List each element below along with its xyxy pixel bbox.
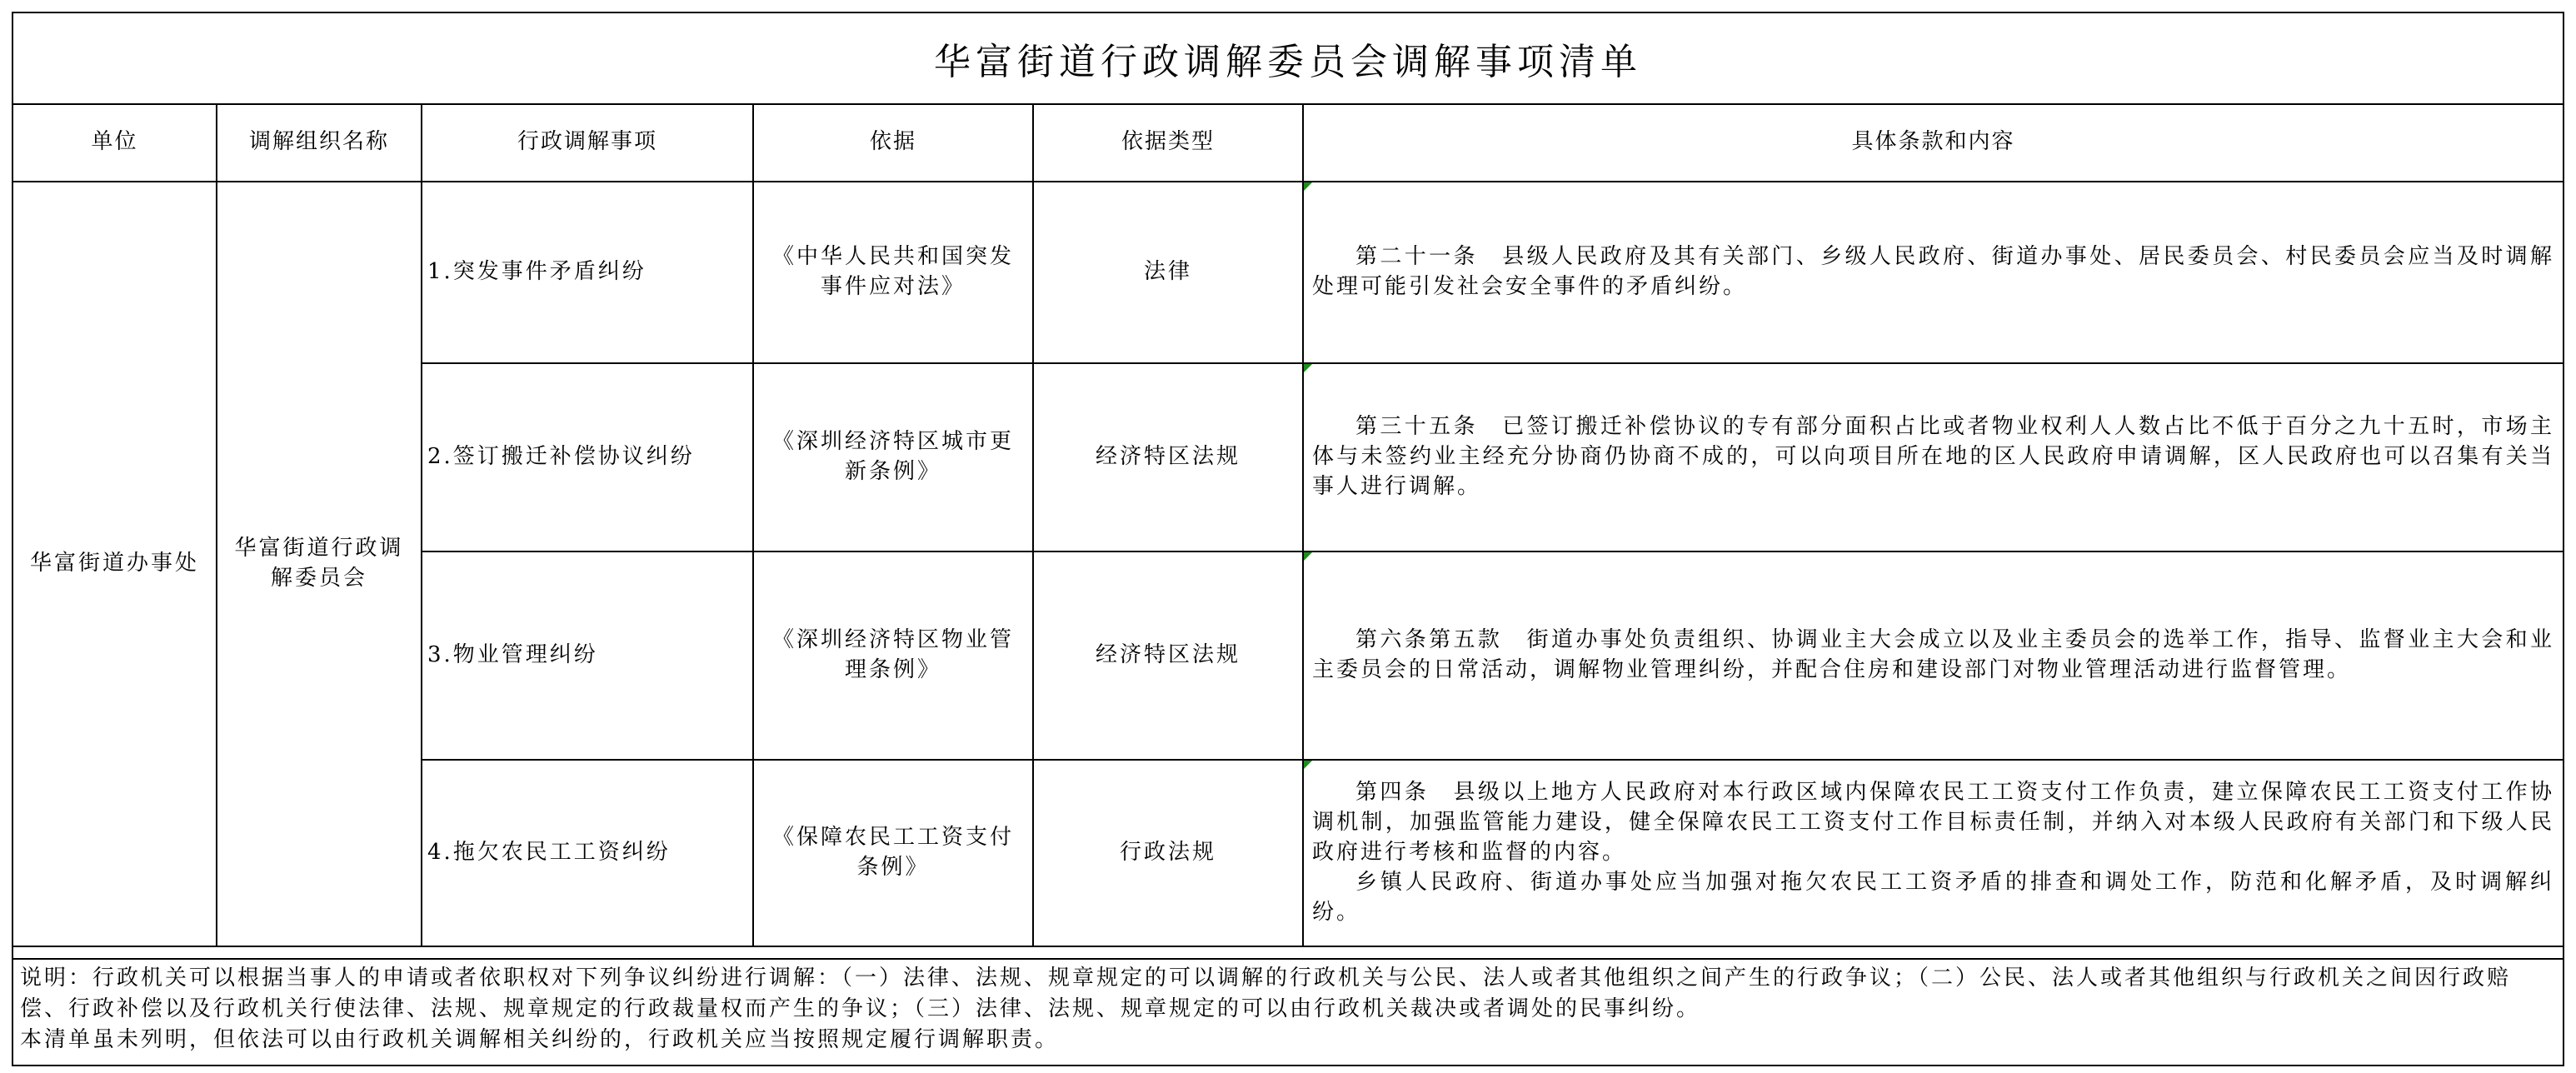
content-paragraph: 第四条 县级以上地方人民政府对本行政区域内保障农民工工资支付工作负责，建立保障农民工工资支付工作协调机制，加强监管能力建设，健全保障农民工工资支付工作目标责任制，并纳入对本级人民政府有关部门和下级人民政府进行考核和监督的内容。 — [1312, 780, 2554, 866]
content-cell — [1303, 760, 2563, 946]
mediation-table — [13, 103, 2563, 947]
notes-explanation: 说明：行政机关可以根据当事人的申请或者依职权对下列争议纠纷进行调解：（一）法律、法规、规章规定的可以调解的行政机关与公民、法人或者其他组织之间产生的行政争议；（二）公民、法人或者其他组织与行政机关之间因行政赔偿、行政补偿以及行政机关行使法律、法规、规章规定的行政裁量权而产生的争议；（三）法律、法规、规章规定的可以由行政机关裁决或者调处的民事纠纷。 — [20, 966, 2512, 1021]
content-paragraph: 第六条第五款 街道办事处负责组织、协调业主大会成立以及业主委员会的选举工作，指导、监督业主大会和业主委员会的日常活动，调解物业管理纠纷，并配合住房和建设部门对物业管理活动进行监督管理。 — [1312, 627, 2554, 682]
notes-supplement: 本清单虽未列明，但依法可以由行政机关调解相关纠纷的，行政机关应当按照规定履行调解职责。 — [20, 1026, 1060, 1052]
mediation-item-cell: 3.物业管理纠纷 — [422, 551, 753, 760]
basis-type-cell: 法律 — [1033, 182, 1303, 363]
organization-cell: 华富街道行政调解委员会 — [217, 182, 422, 946]
cell-comment-marker — [1304, 364, 1312, 372]
cell-comment-marker — [1304, 761, 1312, 769]
table-row — [13, 182, 2563, 363]
cell-comment-marker — [1304, 552, 1312, 561]
basis-cell: 《深圳经济特区城市更新条例》 — [753, 363, 1033, 551]
basis-cell: 《深圳经济特区物业管理条例》 — [753, 551, 1033, 760]
header-basis-type: 依据类型 — [1033, 103, 1303, 182]
basis-type-cell: 行政法规 — [1033, 760, 1303, 946]
header-unit: 单位 — [13, 103, 217, 182]
table-header-row — [13, 103, 2563, 182]
content-paragraph: 第二十一条 县级人民政府及其有关部门、乡级人民政府、街道办事处、居民委员会、村民委员会应当及时调解处理可能引发社会安全事件的矛盾纠纷。 — [1312, 244, 2554, 299]
header-basis: 依据 — [753, 103, 1033, 182]
basis-cell: 《中华人民共和国突发事件应对法》 — [753, 182, 1033, 363]
header-organization: 调解组织名称 — [217, 103, 422, 182]
header-mediation-item: 行政调解事项 — [422, 103, 753, 182]
basis-type-cell: 经济特区法规 — [1033, 551, 1303, 760]
content-paragraph: 第三十五条 已签订搬迁补偿协议的专有部分面积占比或者物业权利人人数占比不低于百分之九十五时，市场主体与未签约业主经充分协商仍协商不成的，可以向项目所在地的区人民政府申请调解，区人民政府也可以召集有关当事人进行调解。 — [1312, 414, 2554, 499]
mediation-item-cell: 4.拖欠农民工工资纠纷 — [422, 760, 753, 946]
content-paragraph: 乡镇人民政府、街道办事处应当加强对拖欠农民工工资矛盾的排查和调处工作，防范和化解矛盾，及时调解纠纷。 — [1312, 869, 2554, 925]
mediation-item-cell: 1.突发事件矛盾纠纷 — [422, 182, 753, 363]
notes-section — [13, 958, 2563, 1056]
content-cell — [1303, 363, 2563, 551]
document-title: 华富街道行政调解委员会调解事项清单 — [13, 13, 2563, 105]
header-content: 具体条款和内容 — [1303, 103, 2563, 182]
basis-cell: 《保障农民工工资支付条例》 — [753, 760, 1033, 946]
content-cell — [1303, 182, 2563, 363]
basis-type-cell: 经济特区法规 — [1033, 363, 1303, 551]
document-sheet — [12, 12, 2564, 1066]
unit-cell: 华富街道办事处 — [13, 182, 217, 946]
mediation-item-cell: 2.签订搬迁补偿协议纠纷 — [422, 363, 753, 551]
cell-comment-marker — [1304, 182, 1312, 191]
content-cell — [1303, 551, 2563, 760]
